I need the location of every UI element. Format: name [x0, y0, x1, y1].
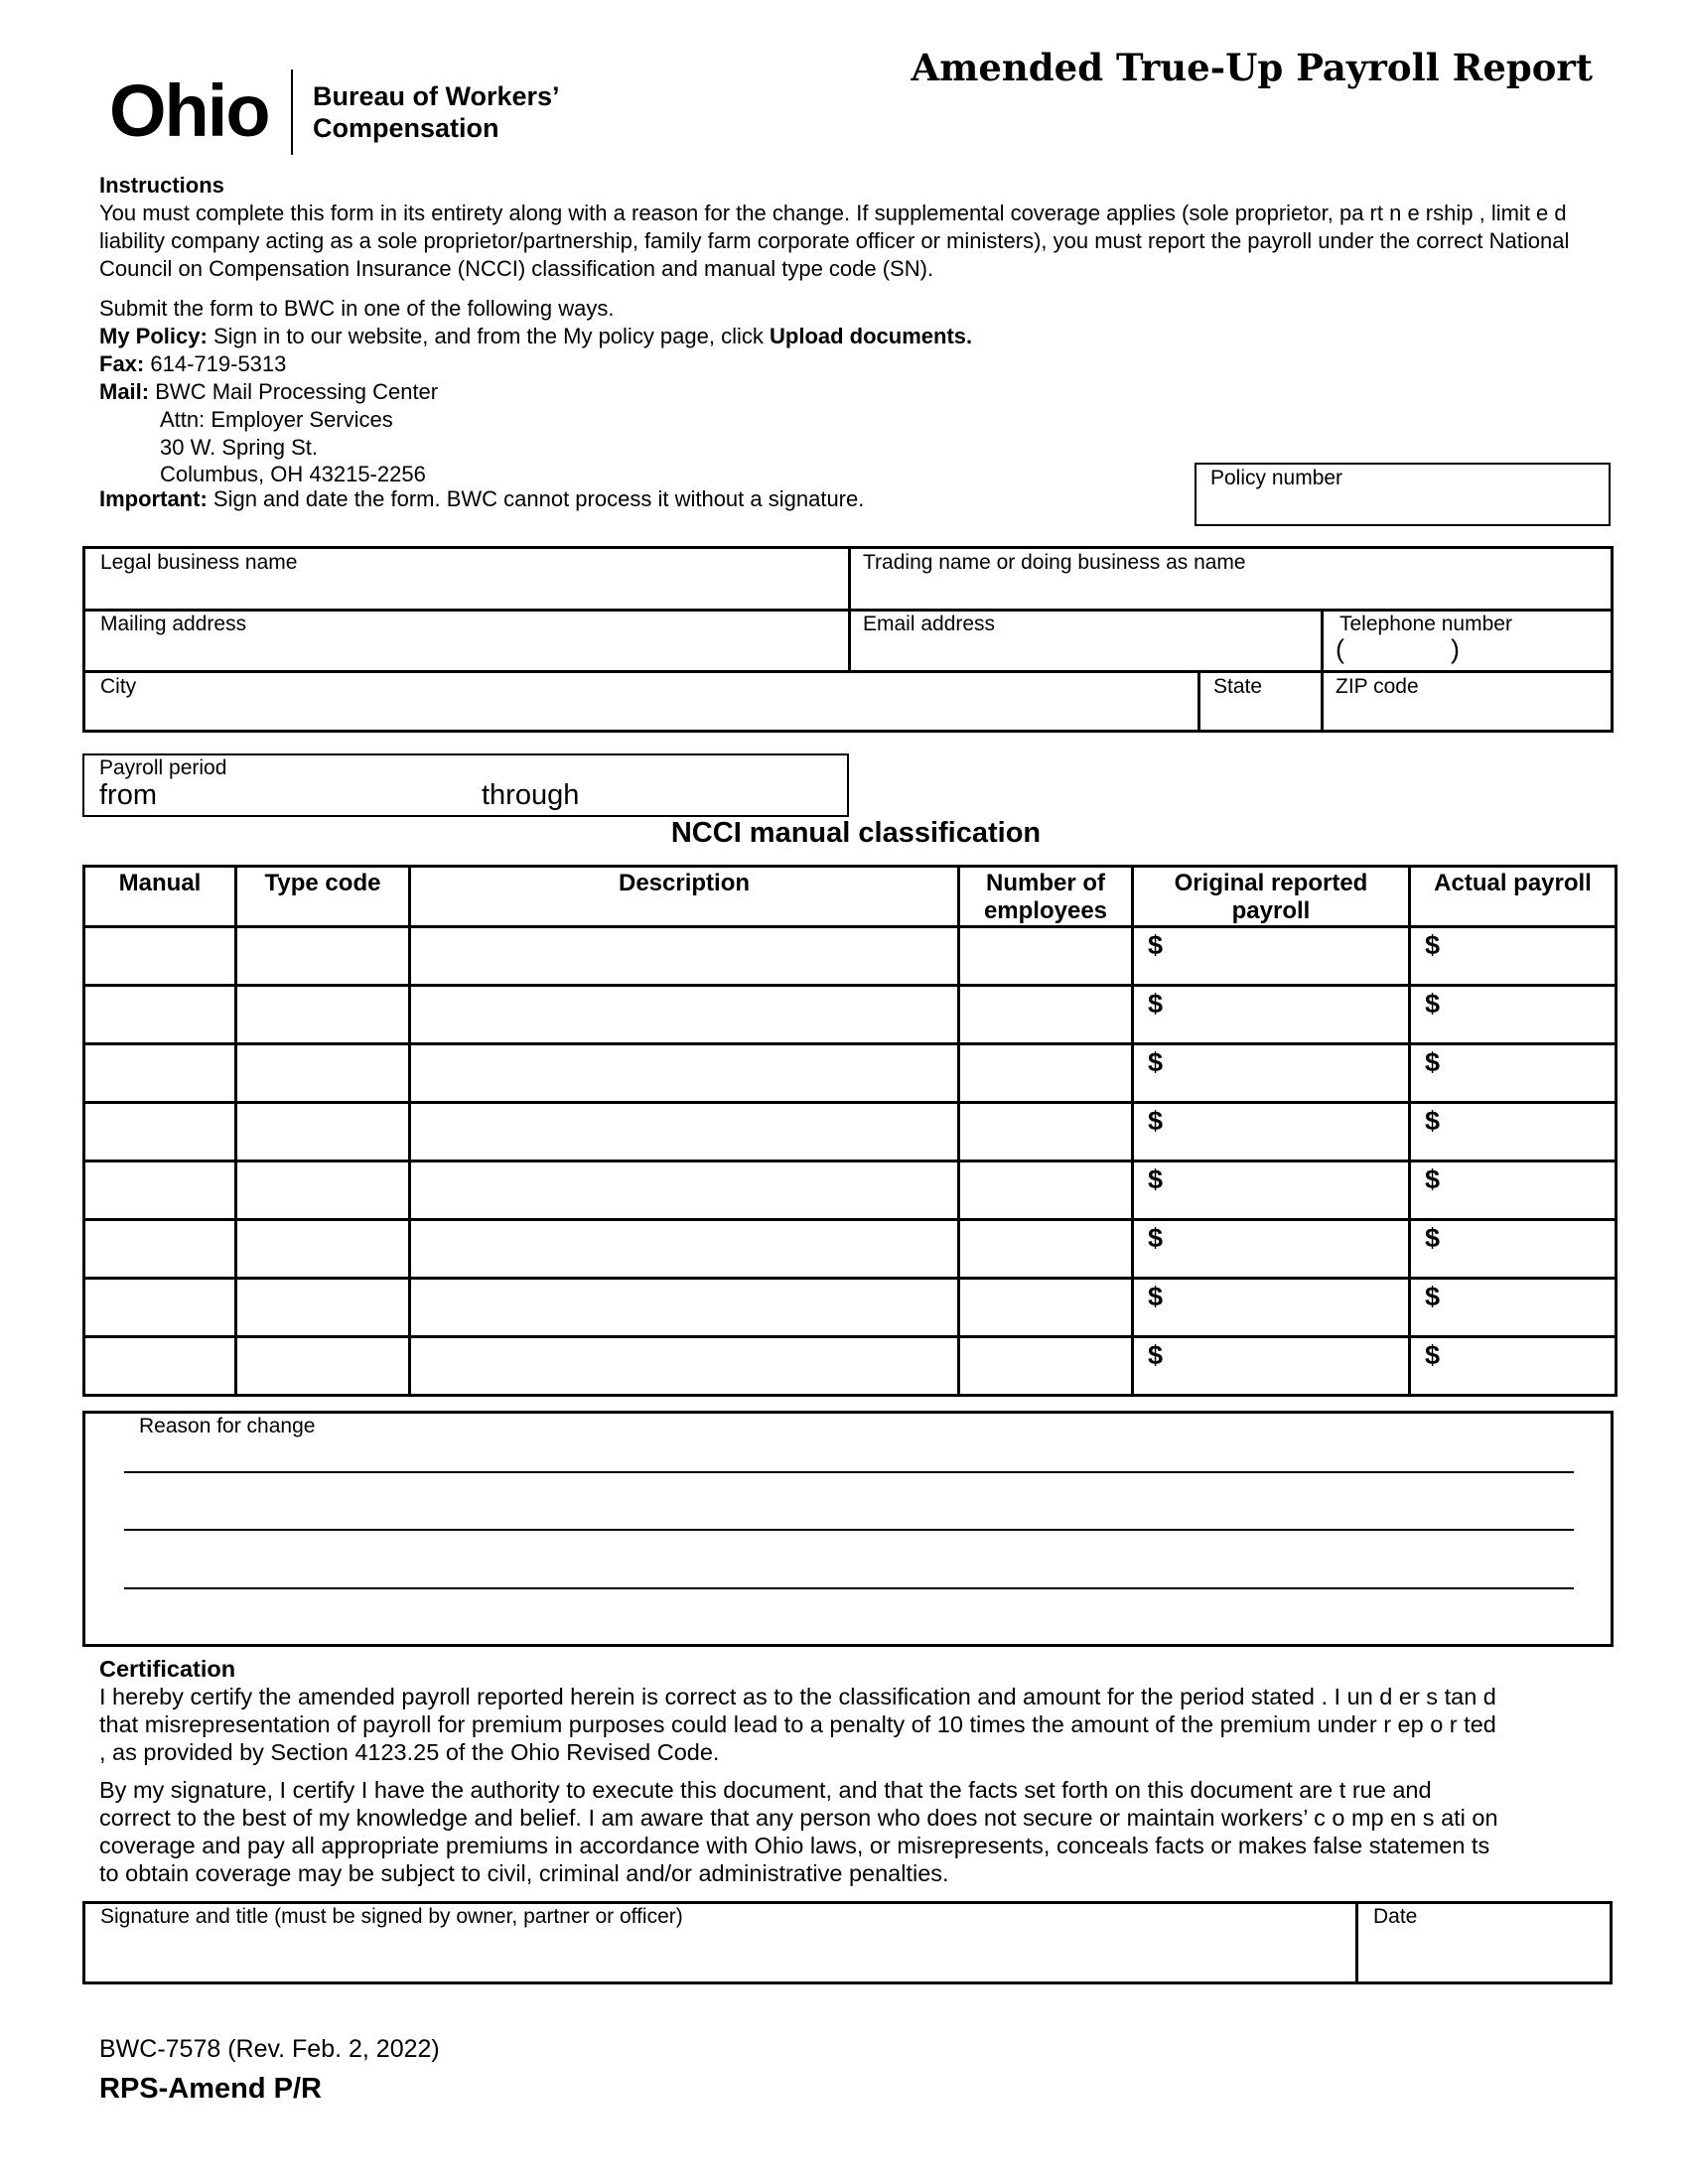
dollar-sign: $	[1425, 989, 1441, 1019]
my-policy-label: My Policy:	[99, 324, 208, 348]
column-header-type-code: Type code	[236, 867, 410, 927]
legal-business-name-field[interactable]	[85, 549, 848, 609]
manual-cell[interactable]	[84, 1103, 236, 1161]
dollar-sign: $	[1425, 1106, 1441, 1136]
actual-payroll-cell[interactable]	[1410, 986, 1617, 1044]
my-policy-line	[99, 323, 1609, 350]
telephone-number-field[interactable]	[1324, 612, 1611, 670]
original-reported-payroll-cell[interactable]	[1133, 927, 1410, 986]
dollar-sign: $	[1425, 1282, 1441, 1311]
zip-code-field[interactable]	[1324, 673, 1611, 733]
dollar-sign: $	[1148, 989, 1164, 1019]
type-code-cell[interactable]	[236, 1103, 410, 1161]
certification-text: , as provided by Section 4123.25 of the Ohio Revised Code.	[99, 1739, 720, 1765]
original-reported-payroll-cell[interactable]	[1133, 1337, 1410, 1396]
logo-ohio-wordmark: Ohio	[109, 69, 269, 152]
column-header-description: Description	[410, 867, 959, 927]
type-code-cell[interactable]	[236, 1220, 410, 1279]
zip-code-label: ZIP code	[1336, 675, 1419, 698]
email-address-field[interactable]	[851, 612, 1321, 670]
mailing-address-field[interactable]	[85, 612, 848, 670]
actual-payroll-cell[interactable]	[1410, 1103, 1617, 1161]
number-of-employees-cell[interactable]	[959, 1103, 1133, 1161]
logo-agency-line1: Bureau of Workers’	[313, 81, 560, 111]
dollar-sign: $	[1148, 1164, 1164, 1194]
column-header-original-reported-payroll: Original reported payroll	[1133, 867, 1410, 927]
column-header-number-of-employees: Number of employees	[959, 867, 1133, 927]
payroll-through-label: through	[482, 779, 580, 811]
important-text: Sign and date the form. BWC cannot process it without a signature.	[212, 486, 865, 511]
table-row	[84, 1220, 1617, 1279]
signature-label: Signature and title (must be signed by owner, partner or officer)	[100, 1905, 683, 1928]
description-cell[interactable]	[410, 1279, 959, 1337]
phone-paren-open: (	[1336, 634, 1344, 664]
mail-address-line: BWC Mail Processing Center	[155, 379, 439, 404]
table-row	[84, 1103, 1617, 1161]
ncci-title: NCCI manual classification	[670, 817, 1042, 849]
reason-for-change-label: Reason for change	[139, 1415, 316, 1437]
actual-payroll-cell[interactable]	[1410, 1279, 1617, 1337]
type-code-cell[interactable]	[236, 1337, 410, 1396]
signature-field[interactable]	[85, 1904, 1355, 1981]
payroll-from-label: from	[99, 779, 157, 811]
trading-name-label: Trading name or doing business as name	[863, 551, 1246, 574]
fax-label: Fax:	[99, 351, 145, 376]
certification-text: correct to the best of my knowledge and belief. I am aware that any person who does not secure or maintain workers’ c o mp en s ati on	[99, 1805, 1498, 1831]
payroll-period-field[interactable]	[82, 753, 849, 817]
number-of-employees-cell[interactable]	[959, 1337, 1133, 1396]
original-reported-payroll-cell[interactable]	[1133, 1279, 1410, 1337]
instructions-section	[99, 172, 1609, 511]
form-title: Amended True-Up Payroll Report	[911, 46, 1593, 89]
policy-number-field[interactable]	[1195, 463, 1611, 526]
fax-value: 614-719-5313	[150, 351, 287, 376]
type-code-cell[interactable]	[236, 986, 410, 1044]
reason-line	[124, 1471, 1574, 1473]
reason-line	[124, 1529, 1574, 1531]
column-header-manual: Manual	[84, 867, 236, 927]
manual-cell[interactable]	[84, 1161, 236, 1220]
business-info-block	[82, 546, 1614, 733]
table-header-row	[84, 867, 1617, 927]
number-of-employees-cell[interactable]	[959, 1220, 1133, 1279]
dollar-sign: $	[1425, 930, 1441, 960]
signature-block	[82, 1901, 1613, 1984]
submit-intro: Submit the form to BWC in one of the following ways.	[99, 296, 615, 321]
manual-cell[interactable]	[84, 927, 236, 986]
number-of-employees-cell[interactable]	[959, 1161, 1133, 1220]
original-reported-payroll-cell[interactable]	[1133, 1103, 1410, 1161]
mail-address-line: Columbus, OH 43215-2256	[160, 462, 426, 486]
ohio-bwc-logo	[109, 69, 586, 159]
fax-line	[99, 350, 1609, 378]
description-cell[interactable]	[410, 927, 959, 986]
my-policy-text: Sign in to our website, and from the My policy page, click	[212, 324, 764, 348]
original-reported-payroll-cell[interactable]	[1133, 1220, 1410, 1279]
dollar-sign: $	[1148, 1282, 1164, 1311]
type-code-cell[interactable]	[236, 927, 410, 986]
table-row	[84, 1044, 1617, 1103]
original-reported-payroll-cell[interactable]	[1133, 1044, 1410, 1103]
reason-line	[124, 1587, 1574, 1589]
instructions-line: liability company acting as a sole proprietor/partnership, family farm corporate officer or ministers), you must report the payroll under the correct National	[99, 228, 1570, 253]
dollar-sign: $	[1425, 1340, 1441, 1370]
important-label: Important:	[99, 486, 208, 511]
telephone-number-label: Telephone number	[1339, 613, 1512, 635]
manual-cell[interactable]	[84, 1220, 236, 1279]
number-of-employees-cell[interactable]	[959, 986, 1133, 1044]
date-label: Date	[1373, 1905, 1418, 1928]
form-code: RPS-Amend P/R	[99, 2073, 322, 2105]
certification-section	[99, 1655, 1648, 1887]
dollar-sign: $	[1148, 1340, 1164, 1370]
certification-text: coverage and pay all appropriate premiums in accordance with Ohio laws, or misrepresents, conceals facts or makes false statemen ts	[99, 1833, 1490, 1858]
mail-label: Mail:	[99, 379, 150, 404]
instructions-line: You must complete this form in its entirety along with a reason for the change. If supplemental coverage applies (sole proprietor, pa rt n e rship , limit e d	[99, 201, 1567, 225]
logo-divider	[291, 69, 293, 155]
type-code-cell[interactable]	[236, 1161, 410, 1220]
description-cell[interactable]	[410, 1337, 959, 1396]
actual-payroll-cell[interactable]	[1410, 1161, 1617, 1220]
description-cell[interactable]	[410, 1161, 959, 1220]
policy-number-label: Policy number	[1210, 467, 1343, 489]
number-of-employees-cell[interactable]	[959, 1044, 1133, 1103]
number-of-employees-cell[interactable]	[959, 1279, 1133, 1337]
type-code-cell[interactable]	[236, 1279, 410, 1337]
description-cell[interactable]	[410, 1103, 959, 1161]
type-code-cell[interactable]	[236, 1044, 410, 1103]
table-row	[84, 927, 1617, 986]
dollar-sign: $	[1148, 1223, 1164, 1253]
certification-heading: Certification	[99, 1656, 236, 1682]
original-reported-payroll-cell[interactable]	[1133, 1161, 1410, 1220]
ncci-classification-table	[82, 865, 1618, 1397]
manual-cell[interactable]	[84, 1044, 236, 1103]
dollar-sign: $	[1425, 1223, 1441, 1253]
dollar-sign: $	[1148, 1106, 1164, 1136]
upload-documents-text: Upload documents.	[770, 324, 973, 348]
city-field[interactable]	[85, 673, 1197, 733]
table-row	[84, 1337, 1617, 1396]
certification-text: that misrepresentation of payroll for premium purposes could lead to a penalty of 10 times the amount of the premium under r ep o r ted	[99, 1711, 1496, 1737]
dollar-sign: $	[1425, 1164, 1441, 1194]
actual-payroll-cell[interactable]	[1410, 1337, 1617, 1396]
logo-agency-line2: Compensation	[313, 113, 499, 143]
actual-payroll-cell[interactable]	[1410, 1044, 1617, 1103]
mail-address-line: Attn: Employer Services	[160, 407, 393, 432]
city-label: City	[100, 675, 137, 698]
original-reported-payroll-cell[interactable]	[1133, 986, 1410, 1044]
legal-business-name-label: Legal business name	[100, 551, 298, 574]
dollar-sign: $	[1425, 1047, 1441, 1077]
certification-text: I hereby certify the amended payroll reported herein is correct as to the classification and amount for the period stated . I un d er s tan d	[99, 1684, 1496, 1709]
phone-paren-close: )	[1451, 634, 1460, 664]
instructions-line: Council on Compensation Insurance (NCCI) classification and manual type code (SN).	[99, 256, 934, 281]
payroll-period-label: Payroll period	[99, 756, 227, 779]
instructions-heading: Instructions	[99, 173, 224, 198]
manual-cell[interactable]	[84, 986, 236, 1044]
state-label: State	[1213, 675, 1263, 698]
description-cell[interactable]	[410, 986, 959, 1044]
state-field[interactable]	[1200, 673, 1321, 733]
table-row	[84, 1279, 1617, 1337]
table-row	[84, 986, 1617, 1044]
actual-payroll-cell[interactable]	[1410, 927, 1617, 986]
date-field[interactable]	[1358, 1904, 1610, 1981]
column-header-actual-payroll: Actual payroll	[1410, 867, 1617, 927]
form-number: BWC-7578 (Rev. Feb. 2, 2022)	[99, 2035, 440, 2063]
description-cell[interactable]	[410, 1044, 959, 1103]
actual-payroll-cell[interactable]	[1410, 1220, 1617, 1279]
description-cell[interactable]	[410, 1220, 959, 1279]
certification-text: By my signature, I certify I have the authority to execute this document, and that the facts set forth on this document are t rue and	[99, 1777, 1432, 1803]
trading-name-field[interactable]	[851, 549, 1611, 609]
dollar-sign: $	[1148, 1047, 1164, 1077]
email-address-label: Email address	[863, 613, 996, 635]
mail-address-line: 30 W. Spring St.	[160, 435, 318, 460]
number-of-employees-cell[interactable]	[959, 927, 1133, 986]
certification-text: to obtain coverage may be subject to civil, criminal and/or administrative penalties.	[99, 1860, 949, 1886]
dollar-sign: $	[1148, 930, 1164, 960]
manual-cell[interactable]	[84, 1337, 236, 1396]
mail-line	[99, 378, 1609, 406]
table-row	[84, 1161, 1617, 1220]
manual-cell[interactable]	[84, 1279, 236, 1337]
mailing-address-label: Mailing address	[100, 613, 247, 635]
